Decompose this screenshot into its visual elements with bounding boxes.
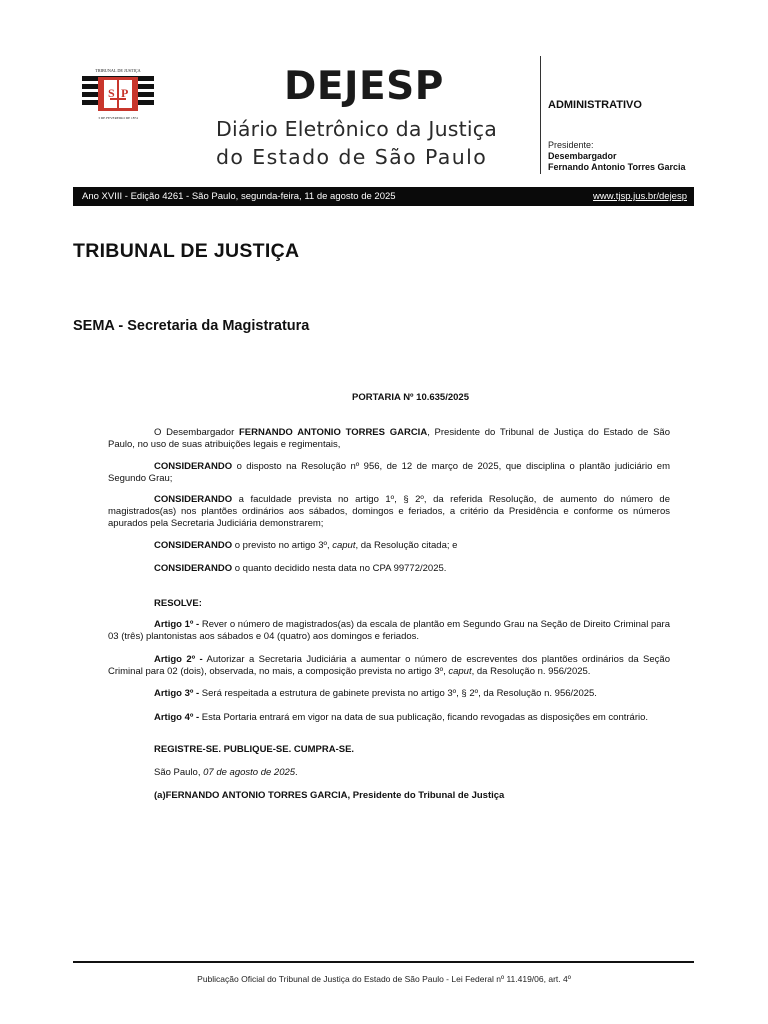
article-1-paragraph: Artigo 1º - Rever o número de magistrados(as) da escala de plantão em Segundo Grau na Seção de Direito Criminal para 03 (três) plantonistas aos sábados e 04 (quatro) aos domingos e feriados. (108, 619, 670, 642)
considerando-paragraph-2: CONSIDERANDO a faculdade prevista no artigo 1º, § 2º, da referida Resolução, de aumento do número de magistrados(as) nos plantões ordinários aos sábados, domingos e feriados, a critério da Presidência e conforme os números apurados pela Secretaria Judiciária demonstrarem; (108, 494, 670, 529)
tjsp-seal-logo (80, 67, 156, 121)
seal-top-text: TRIBUNAL DE JUSTIÇA (95, 68, 141, 73)
footer-rule (73, 961, 694, 963)
president-title: Desembargador (548, 151, 617, 161)
edition-text: Ano XVIII - Edição 4261 - São Paulo, segunda-feira, 11 de agosto de 2025 (82, 191, 396, 202)
seal-letter-s: S (108, 86, 115, 100)
website-link[interactable]: www.tjsp.jus.br/dejesp (593, 191, 687, 202)
article-4-paragraph: Artigo 4º - Esta Portaria entrará em vigor na data de sua publicação, ficando revogadas as disposições em contrário. (154, 712, 649, 723)
considerando-paragraph-1: CONSIDERANDO o disposto na Resolução nº 956, de 12 de março de 2025, que disciplina o plantão judiciário em Segundo Grau; (108, 461, 670, 484)
masthead-title: DEJESP (284, 64, 444, 109)
masthead-divider (540, 56, 541, 174)
register-publish-line: REGISTRE-SE. PUBLIQUE-SE. CUMPRA-SE. (154, 744, 355, 755)
article-2-paragraph: Artigo 2º - Autorizar a Secretaria Judiciária a aumentar o número de escreventes dos plantões ordinários da Seção Criminal para 02 (dois), observada, no mais, a composição prevista no artigo 3º, caput, da Resolução n. 956/2025. (108, 654, 670, 677)
considerando-paragraph-4: CONSIDERANDO o quanto decidido nesta data no CPA 99772/2025. (154, 563, 447, 574)
issuer-name: FERNANDO ANTONIO TORRES GARCIA (238, 427, 428, 438)
date-line: São Paulo, 07 de agosto de 2025. (154, 767, 298, 778)
signature-line: (a)FERNANDO ANTONIO TORRES GARCIA, Presidente do Tribunal de Justiça (154, 790, 505, 801)
court-title: TRIBUNAL DE JUSTIÇA (73, 240, 300, 262)
considerando-paragraph-3: CONSIDERANDO o previsto no artigo 3º, caput, da Resolução citada; e (154, 540, 458, 551)
seal-letter-p: P (121, 86, 129, 100)
department-title: SEMA - Secretaria da Magistratura (73, 318, 310, 334)
section-kind-label: ADMINISTRATIVO (548, 99, 642, 111)
footer-text: Publicação Oficial do Tribunal de Justiça do Estado de São Paulo - Lei Federal nº 11.419/06, art. 4º (197, 974, 571, 984)
masthead-subtitle-line1: Diário Eletrônico da Justiça (216, 117, 498, 141)
ordinance-title: PORTARIA Nº 10.635/2025 (352, 392, 469, 403)
seal-bottom-text: 3 DE FEVEREIRO DE 1874 (98, 116, 138, 120)
intro-paragraph: O Desembargador FERNANDO ANTONIO TORRES GARCIA, Presidente do Tribunal de Justiça do Estado de São Paulo, no uso de suas atribuições legais e regimentais, (108, 427, 670, 450)
president-name: Fernando Antonio Torres Garcia (548, 162, 686, 172)
resolve-heading: RESOLVE: (154, 598, 202, 609)
masthead-subtitle-line2: do Estado de São Paulo (216, 145, 488, 169)
president-label: Presidente: (548, 140, 594, 150)
edition-info-bar (73, 187, 694, 206)
article-3-paragraph: Artigo 3º - Será respeitada a estrutura de gabinete prevista no artigo 3º, § 2º, da Resolução n. 956/2025. (154, 688, 597, 699)
